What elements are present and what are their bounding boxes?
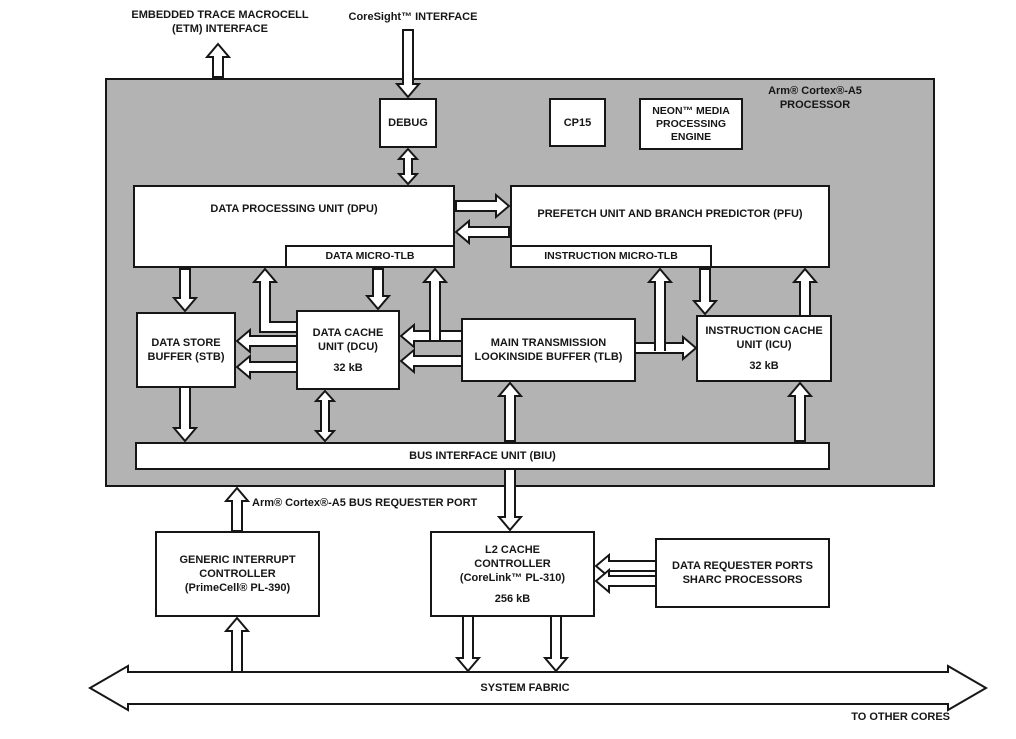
neon-label-line3: ENGINE [670,130,712,143]
to-other-cores-label: TO OTHER CORES [851,711,950,723]
arrow-biu-to-icu [789,383,811,441]
arrow-dpu-to-stb [174,269,196,311]
arrow-stb-to-biu [174,386,196,441]
gic-label-line1: GENERIC INTERRUPT [179,554,296,566]
icu-block [696,315,832,382]
dcu-block [296,310,400,390]
l2-label-line1: L2 CACHE [484,543,540,556]
etm-interface-label [95,8,345,36]
neon-label-line2: PROCESSING [655,117,726,130]
processor-title-line2: PROCESSOR [779,99,851,111]
tlb-label-line1: MAIN TRANSMISSION [490,337,607,349]
stb-label-line1: DATA STORE [151,337,221,349]
arrow-dpu-to-pfu [456,195,509,217]
etm-interface-label-line2: (ETM) INTERFACE [172,23,268,35]
gic-label-line2: CONTROLLER [199,568,276,580]
arrow-sharc-to-l2-bottom [596,570,657,592]
arrow-coresight-to-debug [397,30,419,97]
biu-label: BUS INTERFACE UNIT (BIU) [409,450,556,462]
data-micro-tlb-label: DATA MICRO-TLB [325,250,415,262]
arrow-fabric-to-gic [226,618,248,672]
icu-label-line1: INSTRUCTION CACHE [705,325,823,337]
system-fabric-label: SYSTEM FABRIC [480,682,570,694]
dpu-label: DATA PROCESSING UNIT (DPU) [210,203,378,215]
icu-size-label: 32 kB [749,360,779,372]
arrow-biu-to-tlb [499,383,521,441]
arrow-l2-to-fabric-left [457,615,479,671]
sharc-block [655,538,830,608]
dcu-size-label: 32 kB [333,361,363,374]
bus-requester-port-label: Arm® Cortex®-A5 BUS REQUESTER PORT [252,497,478,509]
coresight-interface-label: CoreSight™ INTERFACE [348,11,478,23]
sharc-label-line2: SHARC PROCESSORS [682,574,803,586]
arrow-dcu-biu-bidirectional [316,391,334,441]
arrow-tlb-to-dcu-bottom [401,350,463,372]
arrow-dcu-to-stb-top [237,330,298,352]
dcu-label-line2: UNIT (DCU) [318,340,378,353]
cp15-label: CP15 [563,116,592,129]
arrow-gic-to-bus-requester-port [226,488,248,531]
l2-label-line3: (CoreLink™ PL-310) [459,571,566,584]
neon-label-line1: NEON™ MEDIA [652,104,730,117]
debug-label: DEBUG [388,117,428,129]
etm-interface-label-line1: EMBEDDED TRACE MACROCELL [131,9,309,21]
arrow-datamicrotlb-to-dcu [367,269,389,309]
debug-block [379,98,437,148]
instruction-micro-tlb-block [510,245,712,268]
icu-label-line2: UNIT (ICU) [736,339,792,351]
processor-title [745,84,885,112]
biu-block [135,442,830,470]
arrow-pfu-to-icu [694,269,716,314]
arrow-etm-interface [207,44,229,77]
l2-size-label: 256 kB [494,592,531,605]
stb-block [136,312,236,388]
processor-title-line1: Arm® Cortex®-A5 [768,85,862,97]
arrow-dcu-to-dpu-elbow [254,269,298,332]
dcu-label-line1: DATA CACHE [312,326,384,339]
arrow-branch-to-data-micro-tlb [424,269,446,340]
arrow-pfu-to-dpu [456,221,509,243]
l2-label-line2: CONTROLLER [474,557,551,570]
tlb-label-line2: LOOKINSIDE BUFFER (TLB) [474,351,623,363]
instruction-micro-tlb-label: INSTRUCTION MICRO-TLB [544,250,678,262]
arrow-biu-to-l2 [499,468,521,530]
cp15-block [549,98,606,147]
l2-cache-block [430,531,595,617]
data-micro-tlb-block [285,245,455,268]
stb-label-line2: BUFFER (STB) [147,351,225,363]
gic-label-line3: (PrimeCell® PL-390) [184,582,291,594]
arrow-l2-to-fabric-right [545,615,567,671]
arrow-dcu-to-stb-bottom [237,356,298,378]
pfu-label: PREFETCH UNIT AND BRANCH PREDICTOR (PFU) [537,208,803,220]
arrow-icu-to-pfu [794,269,816,317]
arrow-debug-dpu-bidirectional [399,149,417,184]
neon-block [639,98,743,150]
sharc-label-line1: DATA REQUESTER PORTS [672,560,813,572]
tlb-block [461,318,636,382]
gic-block [155,531,320,617]
